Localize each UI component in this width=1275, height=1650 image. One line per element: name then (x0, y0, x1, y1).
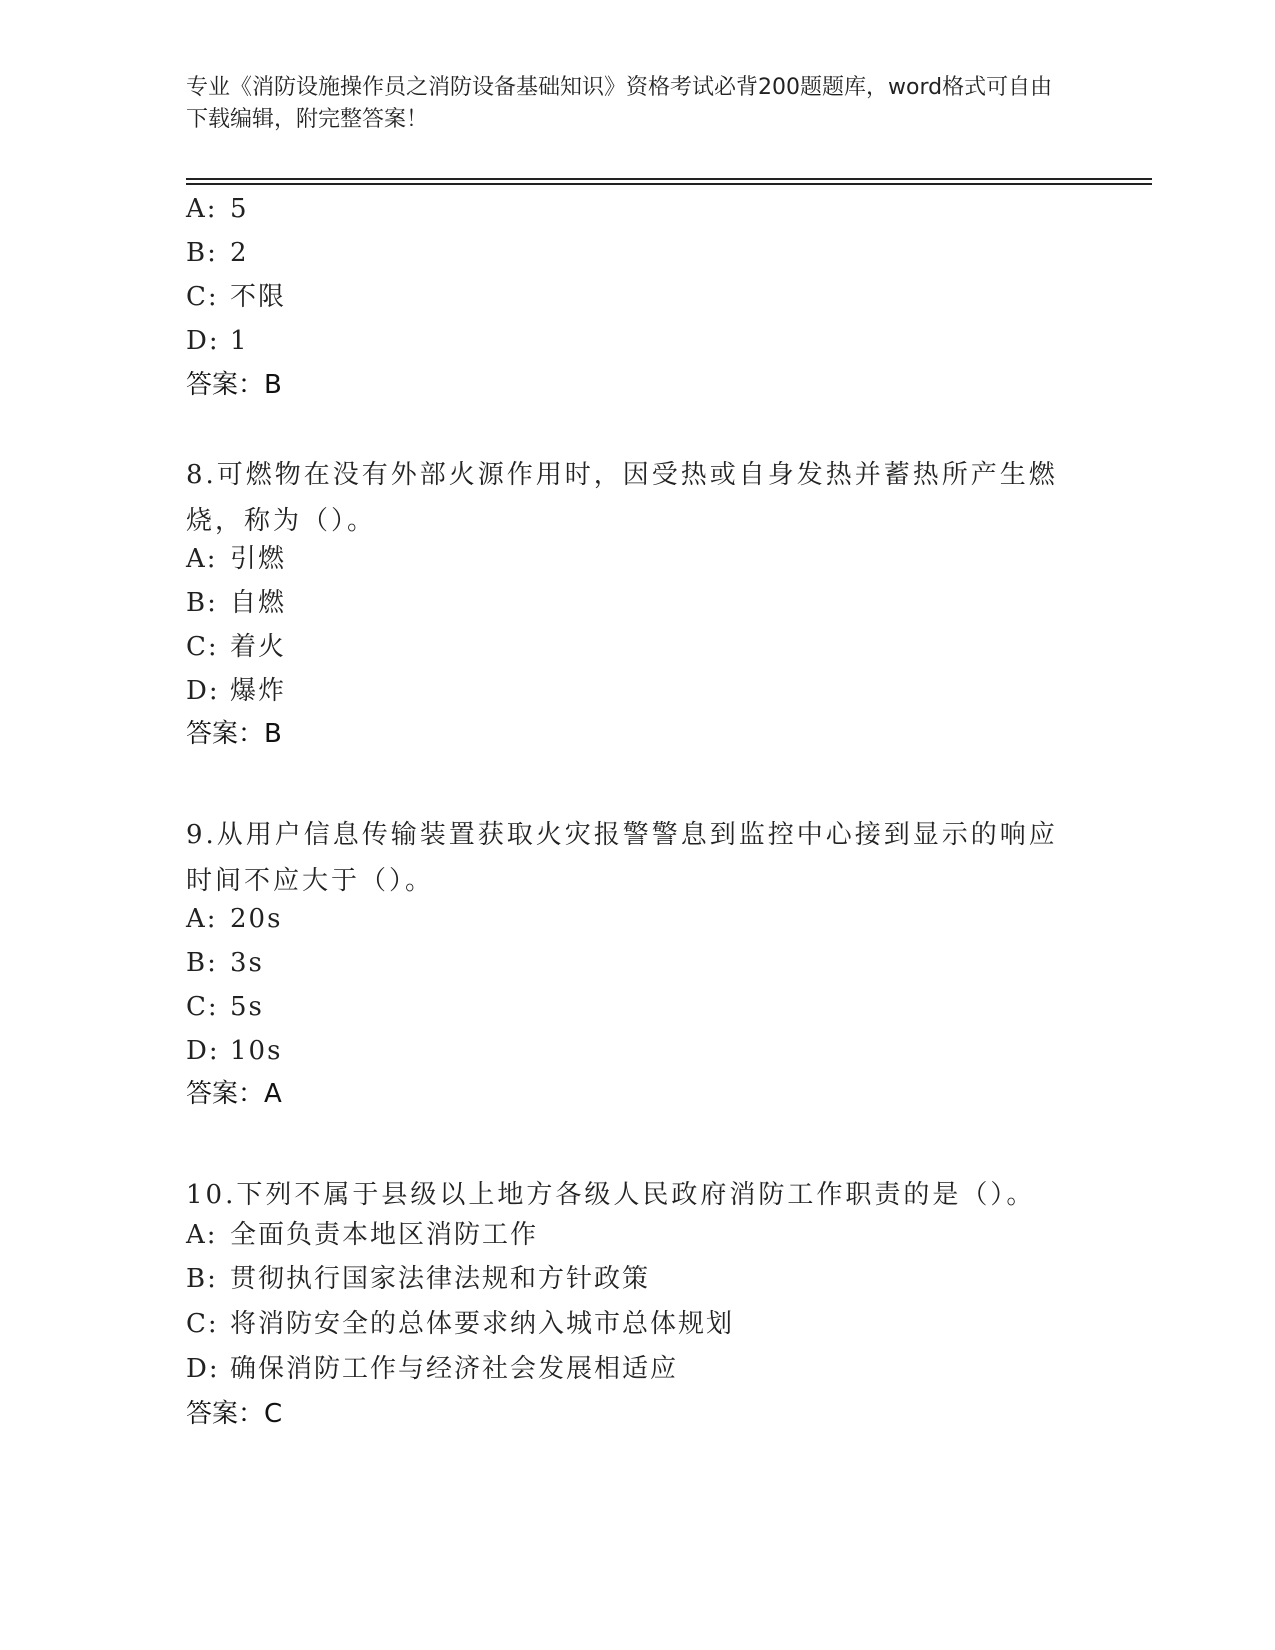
q9-option-a: A: 20s (186, 904, 283, 934)
q8-option-a: A: 引燃 (186, 544, 287, 574)
q7-answer: 答案：B (186, 370, 282, 400)
q8-answer: 答案：B (186, 719, 282, 749)
header-divider-top (186, 178, 1152, 180)
q10-option-c: C: 将消防安全的总体要求纳入城市总体规划 (186, 1309, 735, 1339)
header-divider-bottom (186, 183, 1152, 185)
q9-stem: 9.从用户信息传输装置获取火灾报警警息到监控中心接到显示的响应时间不应大于（）。 (186, 820, 1058, 896)
q10-stem: 10.下列不属于县级以上地方各级人民政府消防工作职责的是（）。 (186, 1180, 1036, 1210)
document-header: 专业《消防设施操作员之消防设备基础知识》资格考试必背200题题库，word格式可自由下载编辑，附完整答案！ (186, 75, 1053, 132)
q7-option-a: A: 5 (186, 194, 249, 224)
q8-option-c: C: 着火 (186, 632, 287, 662)
q7-option-d: D: 1 (186, 326, 249, 356)
q10-option-a: A: 全面负责本地区消防工作 (186, 1220, 539, 1250)
q9-option-b: B: 3s (186, 948, 264, 978)
q10-answer: 答案：C (186, 1399, 283, 1429)
q8-option-b: B: 自燃 (186, 588, 287, 618)
q10-option-d: D: 确保消防工作与经济社会发展相适应 (186, 1354, 679, 1384)
q9-option-c: C: 5s (186, 992, 264, 1022)
q10-option-b: B: 贯彻执行国家法律法规和方针政策 (186, 1264, 651, 1294)
q8-option-d: D: 爆炸 (186, 676, 287, 706)
q9-answer: 答案：A (186, 1079, 282, 1109)
q9-option-d: D: 10s (186, 1036, 283, 1066)
q7-option-b: B: 2 (186, 238, 249, 268)
q8-stem: 8.可燃物在没有外部火源作用时，因受热或自身发热并蓄热所产生燃烧，称为（）。 (186, 460, 1058, 536)
q7-option-c: C: 不限 (186, 282, 287, 312)
